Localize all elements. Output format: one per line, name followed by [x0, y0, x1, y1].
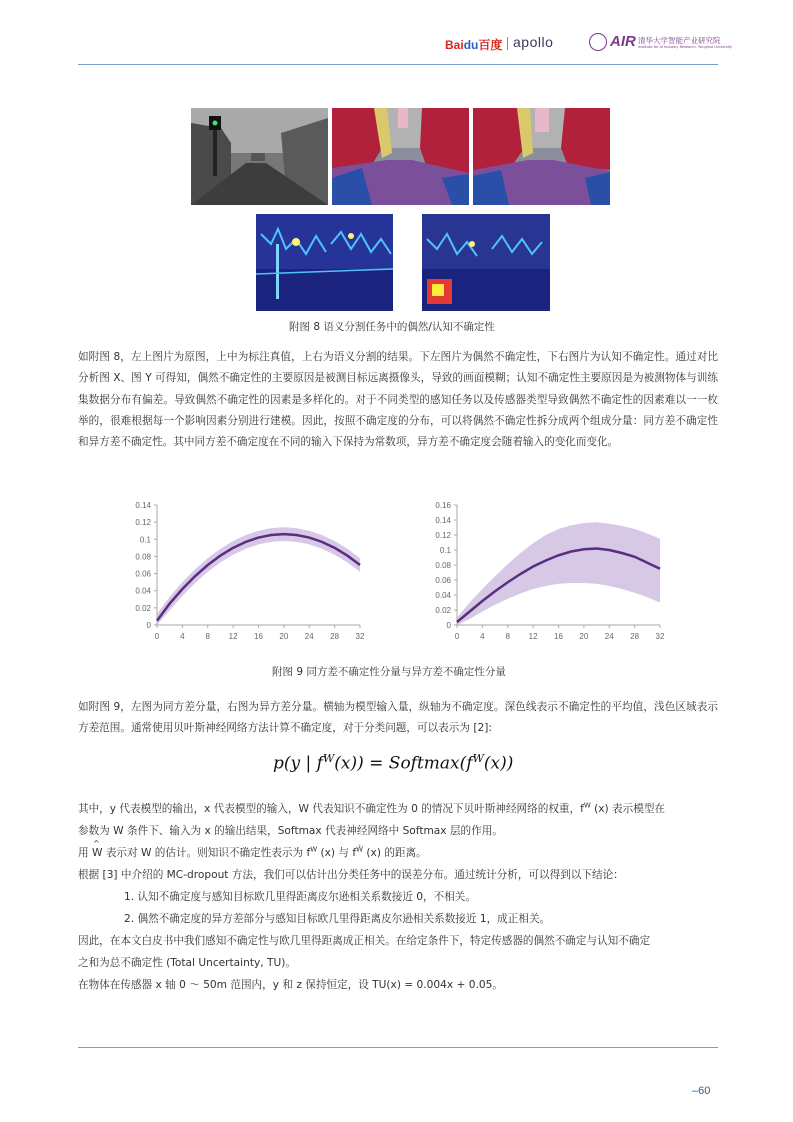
footer-rule — [78, 1047, 718, 1048]
predicted-segmentation — [473, 108, 610, 205]
y-tick-label: 0.12 — [435, 531, 451, 540]
y-tick-label: 0.08 — [135, 552, 151, 562]
ground-truth-segmentation — [332, 108, 469, 205]
x-tick-label: 24 — [304, 632, 314, 641]
text-line-4: 根据 [3] 中介绍的 MC-dropout 方法，我们可以估计出分类任务中的误差分布。通过统计分析，可以得到以下结论： — [78, 869, 624, 881]
y-tick-label: 0.12 — [135, 518, 151, 528]
conclusion-1: 1. 认知不确定度与感知目标欧几里得距离皮尔逊相关系数接近 0，不相关。 — [124, 891, 476, 903]
figure8-caption: 附图 8 语义分割任务中的偶然/认知不确定性 — [289, 321, 495, 333]
x-tick-label: 12 — [228, 632, 238, 641]
epistemic-uncertainty-map — [422, 214, 550, 311]
y-tick-label: 0 — [146, 621, 151, 630]
paragraph-2: 如附图 9，左图为同方差分量，右图为异方差分量。横轴为模型输入量，纵轴为不确定度。深色线表示不确定性的平均值，浅色区域表示方差范围。通常使用贝叶斯神经网络方法计算不确定度，对于分类问题，可以表示为 [2]: — [78, 701, 718, 735]
y-tick-label: 0.06 — [135, 569, 151, 579]
x-tick-label: 24 — [604, 632, 614, 641]
y-tick-label: 0.16 — [435, 501, 451, 510]
y-tick-label: 0.08 — [435, 561, 451, 570]
x-tick-label: 16 — [254, 632, 263, 641]
paragraph-1: 如附图 8，左上图片为原图，上中为标注真值，上右为语义分割的结果。下左图片为偶然不确定性，下右图片为认知不确定性。通过对比分析图 X、图 Y 可得知，偶然不确定性的主要原因是被测目标远离摄像头，导致的画面模糊；认知不确定性主要原因是为被测物体与训练集数据分布有偏差。导致偶然不确定性的因素是多样化的。对于不同类型的感知任务以及传感器类型导致偶然不确定性的因素难以一一枚举的，很难根据每一个影响因素分别进行建模。因此，按照不确定度的分布，可以将偶然不确定性拆分成两个组成分量：同方差不确定性和异方差不确定性。其中同方差不确定度在不同的输入下保持为常数项，异方差不确定度会随着输入的变化而变化。 — [78, 351, 718, 449]
softmax-formula: p(y | $f^W(x)$) = $Softmax(f^W(x))$ — [273, 752, 514, 774]
variance-band — [157, 527, 360, 625]
aleatoric-uncertainty-map — [256, 214, 393, 311]
header-rule — [78, 64, 718, 65]
text-line-8: 之和为总不确定性 (Total Uncertainty, TU)。 — [78, 957, 296, 969]
text-line-3: 用 ^ W 表示对 W 的估计。则知识不确定性表示为 $f^W$ (x) 与 $f^Ŵ$ (x) 的距离。 — [78, 839, 427, 859]
homoscedastic-chart — [125, 495, 375, 650]
x-tick-label: 0 — [154, 632, 160, 641]
x-tick-label: 32 — [655, 632, 665, 641]
page-number: –60 — [692, 1085, 711, 1097]
tsinghua-seal-icon — [589, 33, 607, 51]
air-logo-en: Institute for AI Industry Research, Tsinghua University — [638, 45, 733, 49]
y-tick-label: 0 — [446, 621, 451, 630]
y-tick-label: 0.02 — [435, 606, 451, 615]
text-line-1: 其中，y 代表模型的输出，x 代表模型的输入，W 代表知识不确定性为 0 的情况下贝叶斯神经网络的权重，$f^W$ (x) 表示模型在 — [78, 801, 666, 815]
x-tick-label: 4 — [180, 632, 185, 641]
logo-separator — [507, 37, 508, 50]
heteroscedastic-chart — [425, 495, 675, 650]
x-tick-label: 16 — [554, 632, 563, 641]
x-tick-label: 28 — [630, 632, 640, 641]
y-tick-label: 0.14 — [435, 516, 451, 525]
figure9-caption: 附图 9 同方差不确定性分量与异方差不确定性分量 — [272, 666, 506, 678]
y-tick-label: 0.1 — [439, 546, 451, 555]
y-tick-label: 0.02 — [135, 603, 151, 613]
text-line-2: 参数为 W 条件下、输入为 x 的输出结果，Softmax 代表神经网络中 Softmax 层的作用。 — [78, 825, 503, 837]
x-tick-label: 0 — [454, 632, 460, 641]
text-line-7: 因此，在本文白皮书中我们感知不确定性与欧几里得距离成正相关。在给定条件下，特定传感器的偶然不确定与认知不确定 — [78, 935, 651, 947]
y-tick-label: 0.1 — [139, 535, 151, 545]
original-street-photo — [191, 108, 328, 205]
text-line-9: 在物体在传感器 x 轴 0 ～ 50m 范围内，y 和 z 保持恒定，设 TU(x) = 0.004x + 0.05。 — [78, 979, 503, 991]
x-tick-label: 12 — [528, 632, 538, 641]
y-tick-label: 0.06 — [435, 576, 451, 585]
x-tick-label: 8 — [205, 632, 210, 641]
x-tick-label: 8 — [505, 632, 510, 641]
variance-band — [457, 522, 660, 625]
conclusion-2: 2. 偶然不确定度的异方差部分与感知目标欧几里得距离皮尔逊相关系数接近 1，成正相关。 — [124, 913, 551, 925]
x-tick-label: 20 — [279, 632, 289, 641]
apollo-logo: apollo — [513, 34, 554, 50]
air-logo-cn: 清华大学智能产业研究院 — [638, 36, 721, 45]
baidu-logo: Baidu百度 — [445, 38, 503, 52]
y-tick-label: 0.04 — [435, 591, 451, 600]
x-tick-label: 32 — [355, 632, 365, 641]
y-tick-label: 0.14 — [135, 501, 151, 510]
x-tick-label: 28 — [330, 632, 340, 641]
x-tick-label: 4 — [480, 632, 485, 641]
y-tick-label: 0.04 — [135, 586, 151, 596]
x-tick-label: 20 — [579, 632, 589, 641]
air-logo: AIR — [610, 33, 636, 50]
